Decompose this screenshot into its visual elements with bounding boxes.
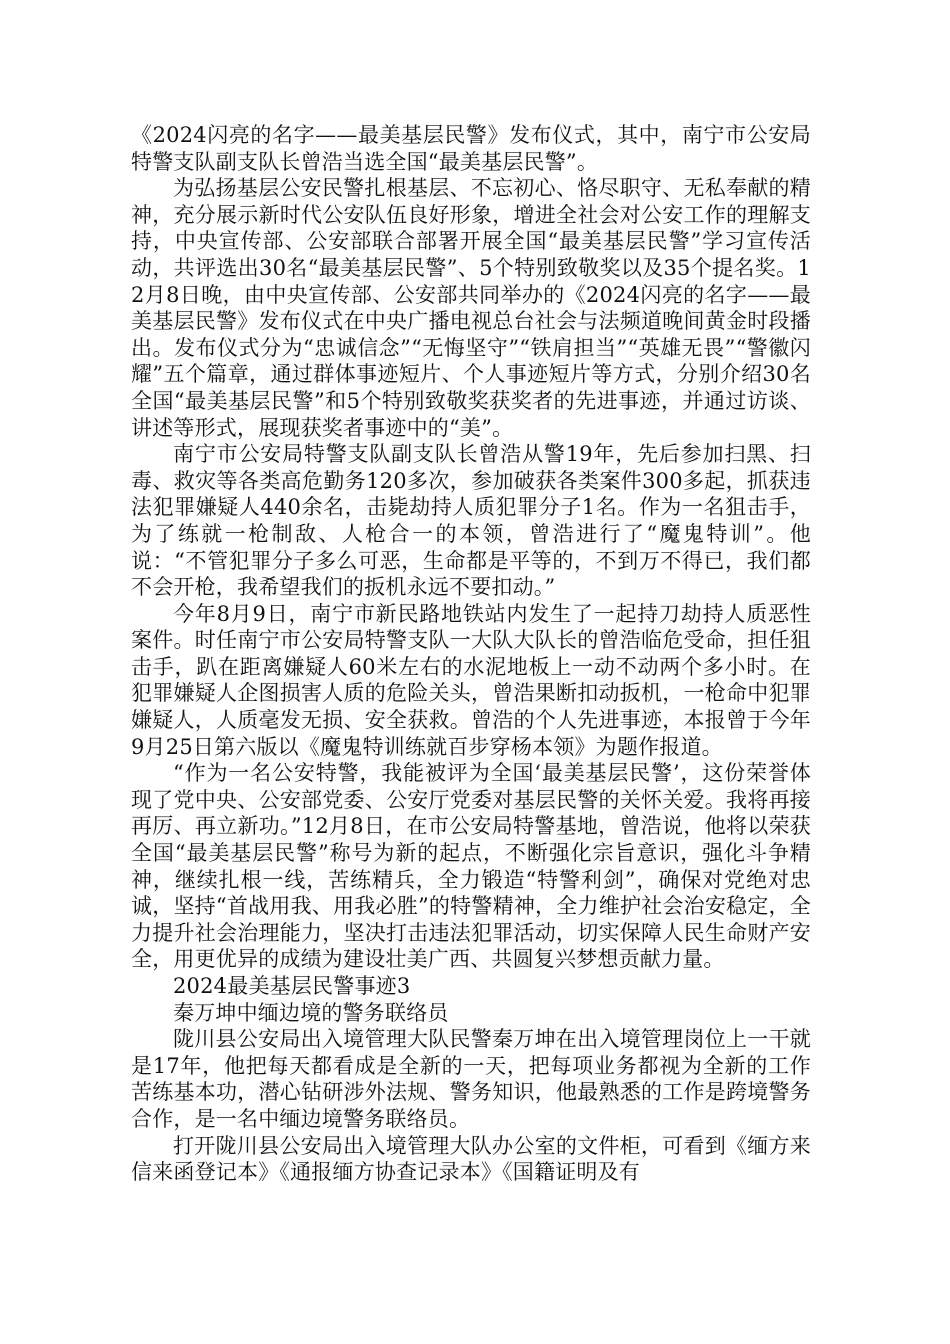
paragraph-1: 《2024闪亮的名字——最美基层民警》发布仪式，其中，南宁市公安局特警支队副支队长曾浩当选全国“最美基层民警”。 xyxy=(131,123,811,174)
paragraph-4: 今年8月9日，南宁市新民路地铁站内发生了一起持刀劫持人质恶性案件。时任南宁市公安局特警支队一大队大队长的曾浩临危受命，担任狙击手，趴在距离嫌疑人60米左右的水泥地板上一动不动两个多小时。在犯罪嫌疑人企图损害人质的危险关头，曾浩果断扣动扳机，一枪命中犯罪嫌疑人，人质毫发无损、安全获救。曾浩的个人先进事迹，本报曾于今年9月25日第六版以《魔鬼特训练就百步穿杨本领》为题作报道。 xyxy=(131,601,811,759)
paragraph-2: 为弘扬基层公安民警扎根基层、不忘初心、恪尽职守、无私奉献的精神，充分展示新时代公安队伍良好形象，增进全社会对公安工作的理解支持，中央宣传部、公安部联合部署开展全国“最美基层民警”学习宣传活动，共评选出30名“最美基层民警”、5个特别致敬奖以及35个提名奖。12月8日晚，由中央宣传部、公安部共同举办的《2024闪亮的名字——最美基层民警》发布仪式在中央广播电视总台社会与法频道晚间黄金时段播出。发布仪式分为“忠诚信念”“无悔坚守”“铁肩担当”“英雄无畏”“警徽闪耀”五个篇章，通过群体事迹短片、个人事迹短片等方式，分别介绍30名全国“最美基层民警”和5个特别致敬奖获奖者的先进事迹，并通过访谈、讲述等形式，展现获奖者事迹中的“美”。 xyxy=(131,176,811,440)
section-paragraph-2: 打开陇川县公安局出入境管理大队办公室的文件柜，可看到《缅方来信来函登记本》《通报缅方协查记录本》《国籍证明及有 xyxy=(131,1133,811,1185)
section-paragraph-1: 陇川县公安局出入境管理大队民警秦万坤在出入境管理岗位上一干就是17年，他把每天都看成是全新的一天，把每项业务都视为全新的工作苦练基本功，潜心钻研涉外法规、警务知识，他最熟悉的工作是跨境警务合作，是一名中缅边境警务联络员。 xyxy=(131,1027,811,1131)
document-body xyxy=(131,122,811,1186)
section-title: 2024最美基层民警事迹3 xyxy=(173,974,411,998)
paragraph-5: “作为一名公安特警，我能被评为全国‘最美基层民警’，这份荣誉体现了党中央、公安部党委、公安厅党委对基层民警的关怀关爱。我将再接再厉、再立新功。”12月8日，在市公安局特警基地，曾浩说，他将以荣获全国“最美基层民警”称号为新的起点，不断强化宗旨意识，强化斗争精神，继续扎根一线，苦练精兵，全力锻造“特警利剑”，确保对党绝对忠诚，坚持“首战用我、用我必胜”的特警精神，全力维护社会治安稳定，全力提升社会治理能力，坚决打击违法犯罪活动，切实保障人民生命财产安全，用更优异的成绩为建设壮美广西、共圆复兴梦想贡献力量。 xyxy=(131,761,811,972)
section-subtitle: 秦万坤中缅边境的警务联络员 xyxy=(173,1000,449,1025)
paragraph-3: 南宁市公安局特警支队副支队长曾浩从警19年，先后参加扫黑、扫毒、救灾等各类高危勤务120多次，参加破获各类案件300多起，抓获违法犯罪嫌疑人440余名，击毙劫持人质犯罪分子1名。作为一名狙击手，为了练就一枪制敌、人枪合一的本领，曾浩进行了“魔鬼特训”。他说：“不管犯罪分子多么可恶，生命都是平等的，不到万不得已，我们都不会开枪，我希望我们的扳机永远不要扣动。” xyxy=(131,442,811,600)
